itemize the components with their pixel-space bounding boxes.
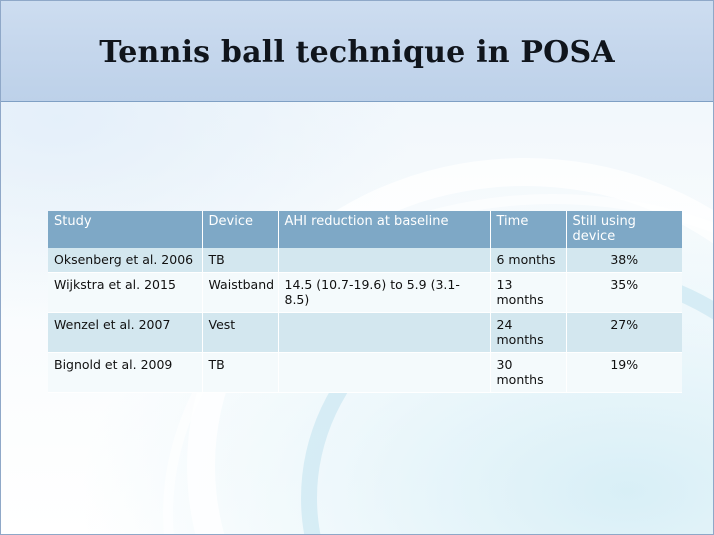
cell-time: 24 months xyxy=(490,313,566,353)
cell-device: TB xyxy=(202,353,278,393)
cell-time: 30 months xyxy=(490,353,566,393)
cell-ahi xyxy=(278,313,490,353)
cell-ahi xyxy=(278,248,490,273)
cell-study: Oksenberg et al. 2006 xyxy=(48,248,202,273)
cell-device: TB xyxy=(202,248,278,273)
column-header-study: Study xyxy=(48,211,202,248)
cell-still-using: 35% xyxy=(566,273,682,313)
table-row xyxy=(48,273,682,313)
column-header-still-using-device: Still using device xyxy=(566,211,682,248)
cell-ahi: 14.5 (10.7-19.6) to 5.9 (3.1-8.5) xyxy=(278,273,490,313)
cell-study: Wijkstra et al. 2015 xyxy=(48,273,202,313)
title-band xyxy=(1,1,713,102)
table-row xyxy=(48,313,682,353)
table-row xyxy=(48,248,682,273)
column-header-ahi-reduction: AHI reduction at baseline xyxy=(278,211,490,248)
cell-device: Waistband xyxy=(202,273,278,313)
cell-device: Vest xyxy=(202,313,278,353)
cell-time: 13 months xyxy=(490,273,566,313)
cell-still-using: 38% xyxy=(566,248,682,273)
results-table xyxy=(48,211,682,393)
column-header-time: Time xyxy=(490,211,566,248)
page-title: Tennis ball technique in POSA xyxy=(99,34,615,70)
table-row xyxy=(48,353,682,393)
cell-ahi xyxy=(278,353,490,393)
table-header-row xyxy=(48,211,682,248)
column-header-device: Device xyxy=(202,211,278,248)
cell-study: Bignold et al. 2009 xyxy=(48,353,202,393)
cell-still-using: 27% xyxy=(566,313,682,353)
cell-study: Wenzel et al. 2007 xyxy=(48,313,202,353)
cell-time: 6 months xyxy=(490,248,566,273)
cell-still-using: 19% xyxy=(566,353,682,393)
results-table-container xyxy=(48,211,682,393)
